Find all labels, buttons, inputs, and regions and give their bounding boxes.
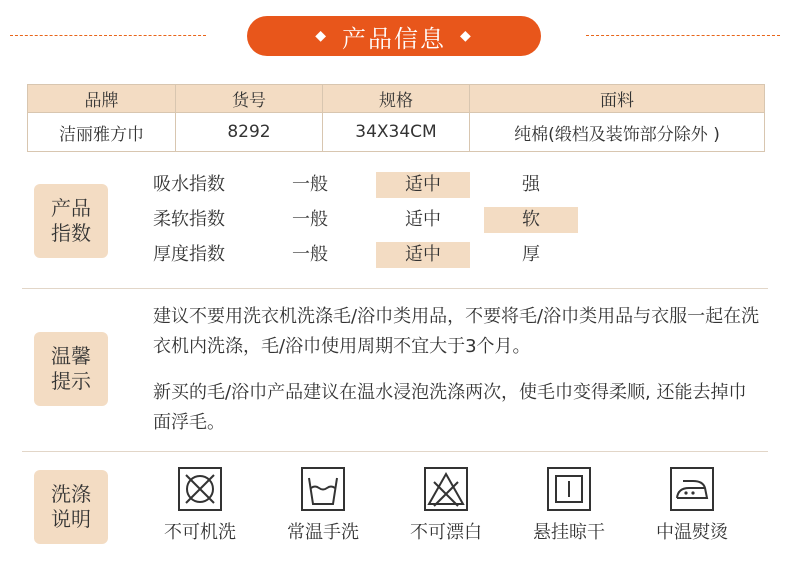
tips-label-line2: 提示 bbox=[51, 369, 91, 393]
index-option: 一般 bbox=[292, 244, 328, 265]
index-option-selected: 适中 bbox=[376, 242, 470, 268]
spec-table-row bbox=[28, 113, 765, 152]
cell-fabric: 纯棉(缎档及装饰部分除外 ) bbox=[470, 113, 765, 152]
care-item-label: 中温熨烫 bbox=[656, 522, 728, 543]
index-option: 适中 bbox=[405, 209, 441, 230]
index-name: 柔软指数 bbox=[153, 209, 225, 230]
index-row-softness bbox=[0, 207, 790, 233]
medium-iron-icon bbox=[669, 466, 715, 512]
header-brand: 品牌 bbox=[28, 85, 176, 113]
care-item-hand-wash bbox=[273, 466, 373, 544]
page-title: 产品信息 bbox=[342, 24, 446, 53]
product-index-label-line2: 指数 bbox=[51, 221, 91, 245]
tip-paragraph: 新买的毛/浴巾产品建议在温水浸泡洗涤两次，使毛巾变得柔顺, 还能去掉巾面浮毛。 bbox=[153, 382, 747, 433]
index-name: 厚度指数 bbox=[153, 244, 225, 265]
hand-wash-icon bbox=[300, 466, 346, 512]
index-row-absorbency bbox=[0, 172, 790, 198]
care-label bbox=[34, 470, 108, 544]
no-bleach-icon bbox=[423, 466, 469, 512]
section-divider bbox=[22, 451, 768, 452]
index-option: 一般 bbox=[292, 174, 328, 195]
header-item-number: 货号 bbox=[176, 85, 323, 113]
index-row-thickness bbox=[0, 242, 790, 268]
index-name: 吸水指数 bbox=[153, 174, 225, 195]
care-item-medium-iron bbox=[642, 466, 742, 544]
cell-item-number: 8292 bbox=[176, 113, 323, 152]
cell-brand: 洁丽雅方巾 bbox=[28, 113, 176, 152]
spec-table-header-row bbox=[28, 85, 765, 113]
index-option: 强 bbox=[522, 174, 540, 195]
care-item-label: 不可机洗 bbox=[164, 522, 236, 543]
index-option: 厚 bbox=[522, 244, 540, 265]
header-left-dash bbox=[10, 35, 206, 36]
index-option-selected: 适中 bbox=[376, 172, 470, 198]
care-item-label: 不可漂白 bbox=[410, 522, 482, 543]
care-item-label: 悬挂晾干 bbox=[533, 522, 605, 543]
diamond-icon: ◆ bbox=[315, 28, 328, 44]
section-divider bbox=[22, 288, 768, 289]
care-item-no-bleach bbox=[396, 466, 496, 544]
diamond-icon: ◆ bbox=[460, 28, 473, 44]
care-item-label: 常温手洗 bbox=[287, 522, 359, 543]
index-option: 一般 bbox=[292, 209, 328, 230]
header-size: 规格 bbox=[323, 85, 470, 113]
care-label-line2: 说明 bbox=[51, 507, 91, 531]
spec-table bbox=[27, 84, 765, 152]
header-fabric: 面料 bbox=[470, 85, 765, 113]
section-title-pill bbox=[247, 16, 541, 56]
tip-paragraph: 建议不要用洗衣机洗涤毛/浴巾类用品，不要将毛/浴巾类用品与衣服一起在洗衣机内洗涤，毛/浴巾使用周期不宜大于3个月。 bbox=[153, 306, 760, 357]
no-machine-wash-icon bbox=[177, 466, 223, 512]
line-dry-icon bbox=[546, 466, 592, 512]
tips-label bbox=[34, 332, 108, 406]
header-right-dash bbox=[586, 35, 780, 36]
cell-size: 34X34CM bbox=[323, 113, 470, 152]
product-index-label-line1: 产品 bbox=[51, 196, 91, 220]
tips-label-line1: 温馨 bbox=[51, 344, 91, 368]
care-label-line1: 洗涤 bbox=[51, 482, 91, 506]
care-item-no-machine-wash bbox=[150, 466, 250, 544]
care-item-line-dry bbox=[519, 466, 619, 544]
index-option-selected: 软 bbox=[484, 207, 578, 233]
